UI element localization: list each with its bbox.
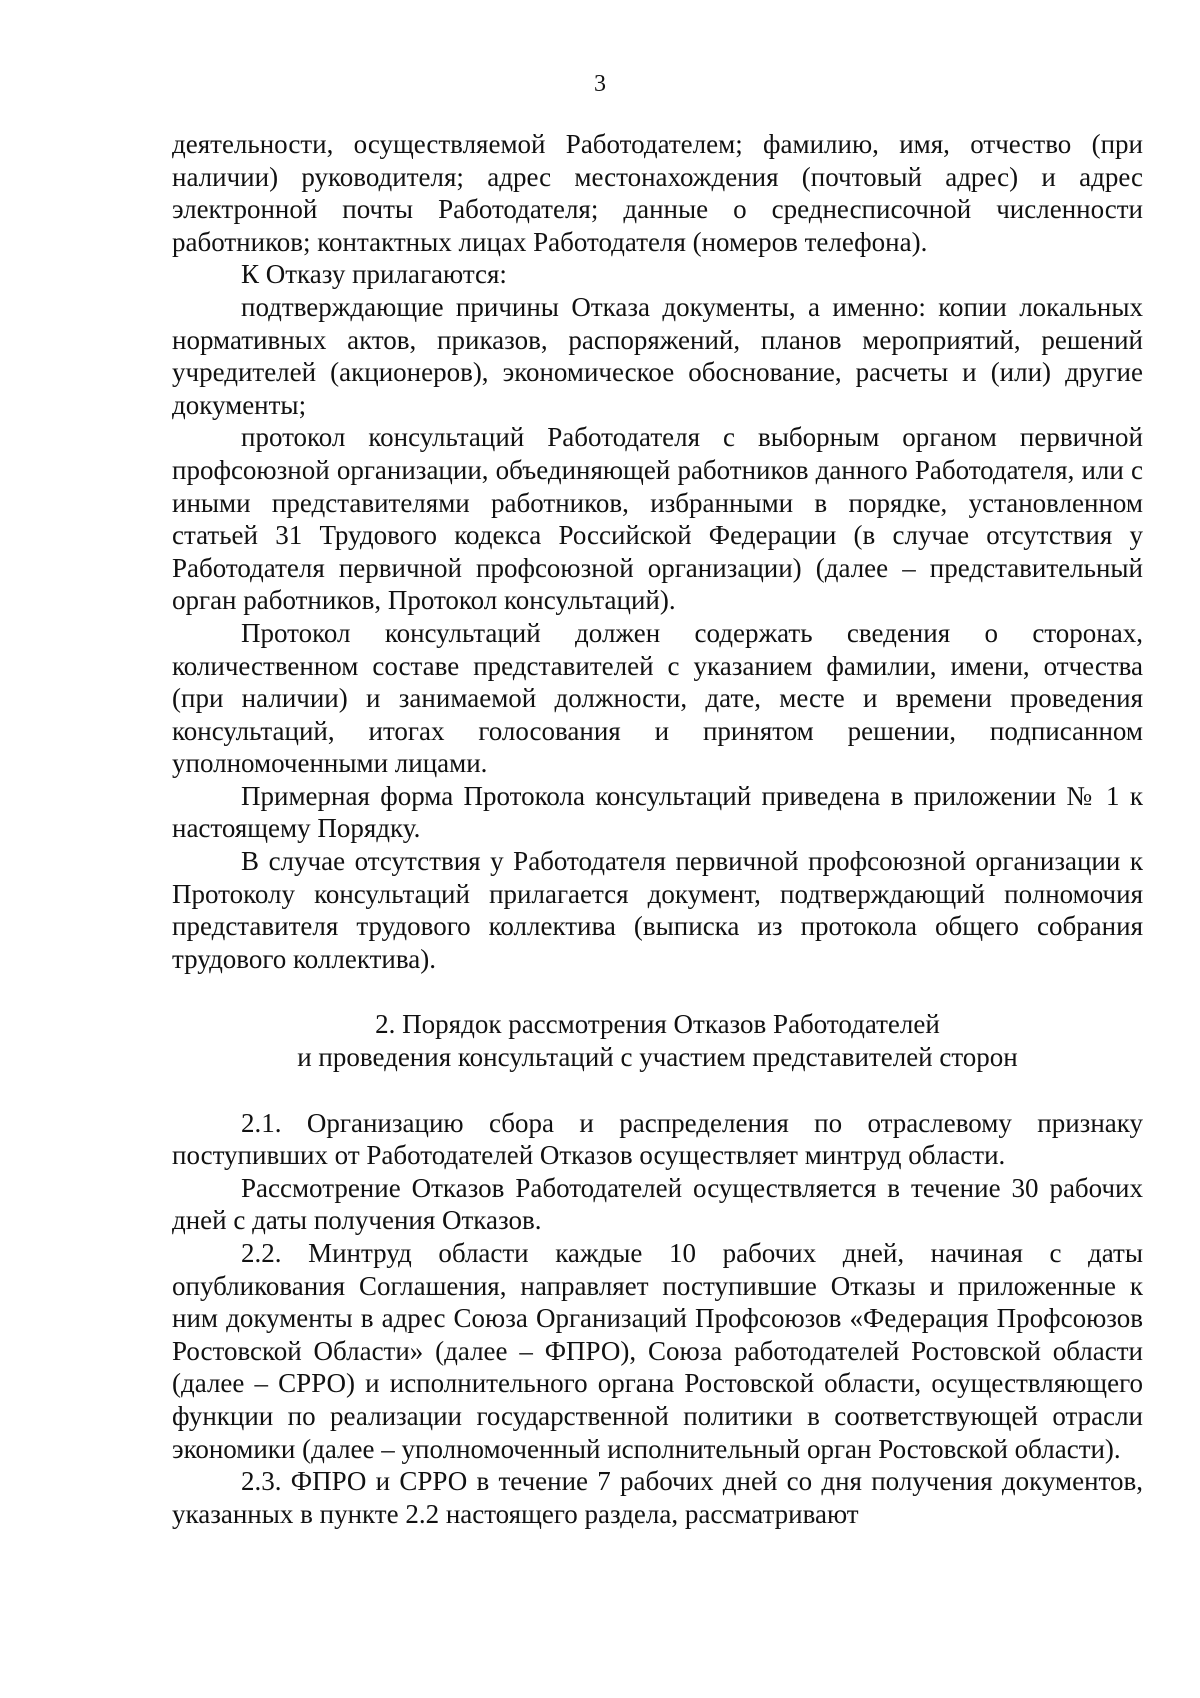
paragraph: 2.3. ФПРО и СРРО в течение 7 рабочих дней со дня получения документов, указанных в пункте 2.2 настоящего раздела, рассматривают: [172, 1466, 1143, 1529]
paragraph: Рассмотрение Отказов Работодателей осуществляется в течение 30 рабочих дней с даты получения Отказов.: [172, 1172, 1143, 1236]
paragraph: К Отказу прилагаются:: [241, 259, 507, 290]
paragraph: Протокол консультаций должен содержать сведения о сторонах, количественном составе представителей с указанием фамилии, имени, отчества (при наличии) и занимаемой должности, дате, месте и времени проведения консультаций, итогах голосования и принятом решении, подписанном уполномоченными лицами.: [172, 617, 1143, 779]
section-heading-line-2: и проведения консультаций с участием представителей сторон: [297, 1042, 1018, 1073]
paragraphs-after-heading: [172, 1107, 1143, 1531]
paragraph: подтверждающие причины Отказа документы, а именно: копии локальных нормативных актов, приказов, распоряжений, планов мероприятий, решений учредителей (акционеров), экономическое обоснование, расчеты и (или) другие документы;: [172, 291, 1143, 420]
paragraph: Примерная форма Протокола консультаций приведена в приложении № 1 к настоящему Порядку.: [172, 780, 1143, 844]
section-heading: [172, 1008, 1143, 1073]
section-heading-line-1: 2. Порядок рассмотрения Отказов Работодателей: [375, 1009, 940, 1040]
paragraph: В случае отсутствия у Работодателя первичной профсоюзной организации к Протоколу консультаций прилагается документ, подтверждающий полномочия представителя трудового коллектива (выписка из протокола общего собрания трудового коллектива).: [172, 846, 1143, 974]
paragraph: 2.2. Минтруд области каждые 10 рабочих дней, начиная с даты опубликования Соглашения, направляет поступившие Отказы и приложенные к ним документы в адрес Союза Организаций Профсоюзов «Федерация Профсоюзов Ростовской Области» (далее – ФПРО), Союза работодателей Ростовской области (далее – СРРО) и исполнительного органа Ростовской области, осуществляющего функции по реализации государственной политики в соответствующей отрасли экономики (далее – уполномоченный исполнительный орган Ростовской области).: [172, 1238, 1143, 1464]
paragraph: 2.1. Организацию сбора и распределения по отраслевому признаку поступивших от Работодателей Отказов осуществляет минтруд области.: [172, 1107, 1143, 1171]
document-body: [172, 128, 1143, 1530]
paragraphs-before-heading: [172, 128, 1143, 975]
page-number: 3: [594, 71, 606, 97]
paragraph: протокол консультаций Работодателя с выборным органом первичной профсоюзной организации, объединяющей работников данного Работодателя, или с иными представителями работников, избранными в порядке, установленном статьей 31 Трудового кодекса Российской Федерации (в случае отсутствия у Работодателя первичной профсоюзной организации) (далее – представительный орган работников, Протокол консультаций).: [172, 422, 1143, 616]
paragraph: деятельности, осуществляемой Работодателем; фамилию, имя, отчество (при наличии) руководителя; адрес местонахождения (почтовый адрес) и адрес электронной почты Работодателя; данные о среднесписочной численности работников; контактных лицах Работодателя (номеров телефона).: [172, 129, 1143, 257]
